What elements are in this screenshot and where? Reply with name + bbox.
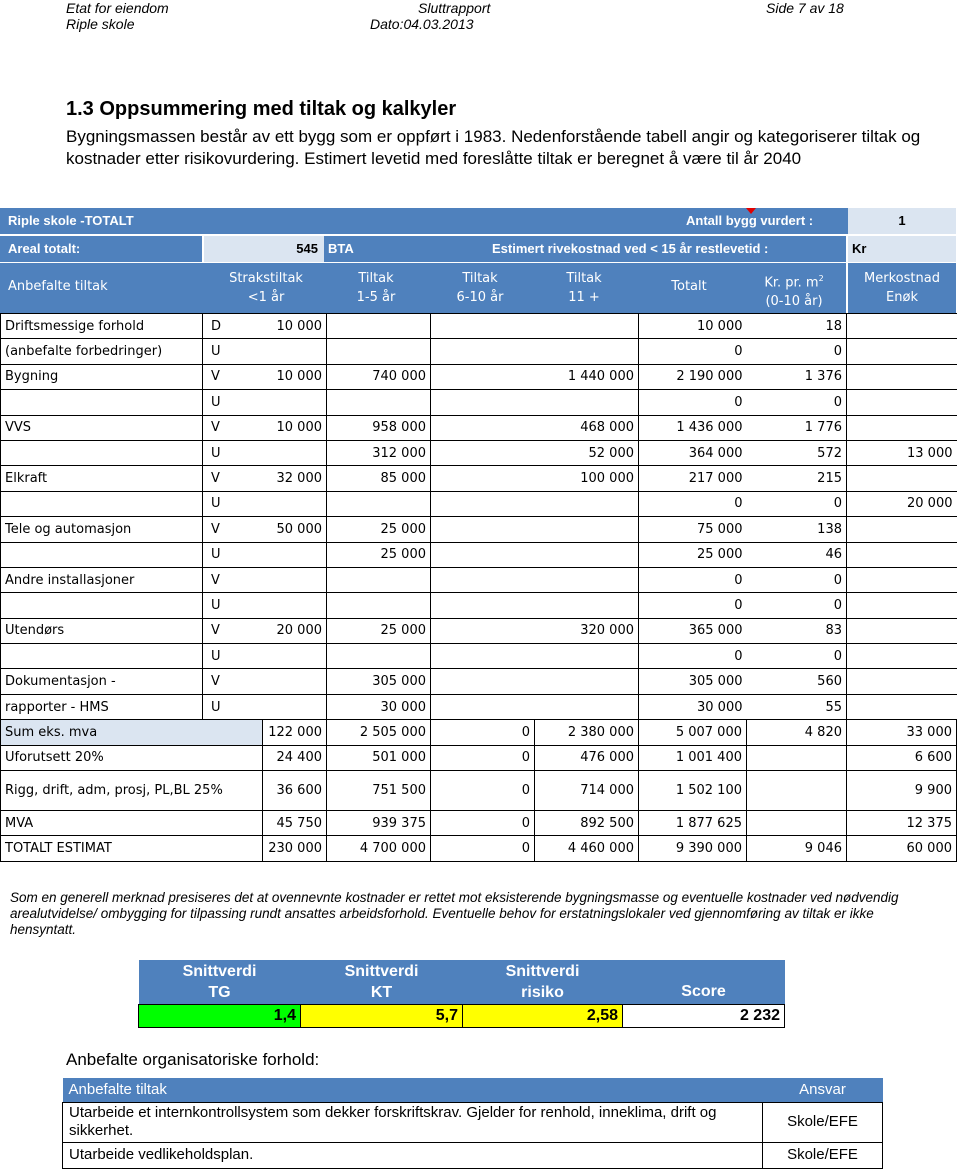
cell-t15: 305 000: [327, 669, 431, 694]
row-label: [1, 542, 203, 567]
table-row: [1, 694, 957, 719]
row-code: U: [203, 440, 263, 465]
score-header-score: Score: [623, 960, 785, 1004]
cell-m2: 83: [747, 618, 847, 643]
cell-m2: 18: [747, 314, 847, 339]
col-header-11: Tiltak 11 +: [566, 271, 602, 305]
row-label: Tele og automasjon: [1, 517, 203, 542]
header-org: Etat for eiendom: [66, 0, 169, 16]
total-t11: 714 000: [535, 771, 639, 811]
cell-m2: 560: [747, 669, 847, 694]
total-label: Sum eks. mva: [1, 720, 263, 745]
total-row: [1, 811, 957, 836]
total-s: 230 000: [263, 836, 327, 861]
table-row: [1, 644, 957, 669]
total-row: [1, 720, 957, 745]
summary-title-bar: [0, 208, 956, 234]
cell-enok: [847, 542, 957, 567]
cell-tot: 0: [639, 339, 747, 364]
total-m2: [747, 811, 847, 836]
col-header-6-10: Tiltak 6-10 år: [456, 271, 504, 305]
row-code: V: [203, 466, 263, 491]
row-code: V: [203, 415, 263, 440]
cell-t15: 25 000: [327, 517, 431, 542]
cell-s: 20 000: [263, 618, 327, 643]
row-label: Utendørs: [1, 618, 203, 643]
cell-m2: 215: [747, 466, 847, 491]
cell-t15: [327, 593, 431, 618]
table-row: [1, 440, 957, 465]
cell-m2: 0: [747, 593, 847, 618]
cell-t11: [535, 339, 639, 364]
row-code: U: [203, 339, 263, 364]
total-t610: 0: [431, 720, 535, 745]
row-label: Dokumentasjon -: [1, 669, 203, 694]
cell-enok: [847, 364, 957, 389]
cell-t610: [431, 491, 535, 516]
cell-enok: [847, 644, 957, 669]
row-code: U: [203, 694, 263, 719]
section-intro: Bygningsmassen består av ett bygg som er oppført i 1983. Nedenforstående tabell angir og kategoriserer tiltak og kostnader etter risikovurdering. Estimert levetid med foreslåtte tiltak er beregnet å være til år 2040: [66, 127, 921, 168]
total-tot: 1 001 400: [639, 745, 747, 770]
table-row: [1, 314, 957, 339]
total-s: 24 400: [263, 745, 327, 770]
table-row: [1, 593, 957, 618]
cell-t11: [535, 491, 639, 516]
cell-tot: 2 190 000: [639, 364, 747, 389]
score-header-risk: Snittverdi risiko: [463, 960, 623, 1004]
general-note: Som en generell merknad presiseres det at ovennevnte kostnader er rettet mot eksisterende bygningsmasse og eventuelle kostnader ved nødvendig arealutvidelse/ ombygging for tilpassing rundt ansattes arbeidsforhold. Eventuelle behov for erstatningslokaler ved gjennomføring av tiltak er ikke hensyntatt.: [10, 890, 899, 937]
table-row: [1, 339, 957, 364]
cell-t11: [535, 593, 639, 618]
cell-tot: 0: [639, 593, 747, 618]
cell-enok: 20 000: [847, 491, 957, 516]
row-label: Driftsmessige forhold: [1, 314, 203, 339]
table-row: [1, 669, 957, 694]
header-school: Riple skole: [66, 16, 135, 32]
cell-t15: [327, 491, 431, 516]
area-label: Areal totalt:: [0, 236, 202, 262]
cell-m2: 0: [747, 491, 847, 516]
cell-m2: 1 376: [747, 364, 847, 389]
cell-t15: [327, 339, 431, 364]
cell-m2: 55: [747, 694, 847, 719]
total-enok: 6 600: [847, 745, 957, 770]
cell-t15: 958 000: [327, 415, 431, 440]
row-code: D: [203, 314, 263, 339]
total-t610: 0: [431, 811, 535, 836]
cell-enok: [847, 390, 957, 415]
total-enok: 33 000: [847, 720, 957, 745]
cell-t15: 30 000: [327, 694, 431, 719]
cell-s: [263, 390, 327, 415]
row-label: Andre installasjoner: [1, 567, 203, 592]
cell-enok: [847, 567, 957, 592]
cell-tot: 0: [639, 390, 747, 415]
row-label: [1, 644, 203, 669]
score-total-value: 2 232: [623, 1004, 785, 1027]
row-code: U: [203, 644, 263, 669]
total-t11: 4 460 000: [535, 836, 639, 861]
cell-t11: [535, 390, 639, 415]
cell-t610: [431, 314, 535, 339]
total-row: [1, 745, 957, 770]
org-row-tiltak: Utarbeide et internkontrollsystem som dekker forskriftskrav. Gjelder for renhold, inneklima, drift og sikkerhet.: [63, 1102, 763, 1142]
cell-t11: [535, 542, 639, 567]
cell-enok: [847, 694, 957, 719]
cell-t15: [327, 390, 431, 415]
row-code: V: [203, 517, 263, 542]
cell-tot: 0: [639, 491, 747, 516]
cell-t610: [431, 644, 535, 669]
total-t11: 476 000: [535, 745, 639, 770]
header-date: Dato:04.03.2013: [370, 16, 474, 32]
cell-tot: 75 000: [639, 517, 747, 542]
cell-enok: [847, 618, 957, 643]
cell-m2: 0: [747, 644, 847, 669]
cell-t15: 740 000: [327, 364, 431, 389]
table-row: [1, 415, 957, 440]
total-t15: 751 500: [327, 771, 431, 811]
org-header-tiltak: Anbefalte tiltak: [63, 1078, 763, 1102]
cell-tot: 10 000: [639, 314, 747, 339]
table-row: [1, 618, 957, 643]
cell-tot: 25 000: [639, 542, 747, 567]
cell-s: 32 000: [263, 466, 327, 491]
org-row-tiltak: Utarbeide vedlikeholdsplan.: [63, 1142, 763, 1168]
cell-tot: 364 000: [639, 440, 747, 465]
total-t15: 4 700 000: [327, 836, 431, 861]
cell-t11: 1 440 000: [535, 364, 639, 389]
total-s: 45 750: [263, 811, 327, 836]
row-label: Elkraft: [1, 466, 203, 491]
buildings-count-value: 1: [848, 208, 956, 234]
total-tot: 1 502 100: [639, 771, 747, 811]
total-tot: 5 007 000: [639, 720, 747, 745]
cell-t15: 25 000: [327, 542, 431, 567]
cell-t610: [431, 415, 535, 440]
area-unit: BTA: [324, 236, 846, 262]
table-row: [1, 466, 957, 491]
total-row: [1, 836, 957, 861]
row-label: VVS: [1, 415, 203, 440]
cell-enok: [847, 517, 957, 542]
col-header-strakstiltak: Strakstiltak <1 år: [229, 271, 303, 305]
total-t610: 0: [431, 771, 535, 811]
total-m2: 9 046: [747, 836, 847, 861]
row-label: [1, 593, 203, 618]
cell-t610: [431, 618, 535, 643]
total-label: MVA: [1, 811, 263, 836]
row-label: rapporter - HMS: [1, 694, 203, 719]
cell-t610: [431, 694, 535, 719]
score-table: [138, 960, 785, 1028]
row-label: [1, 390, 203, 415]
total-m2: 4 820: [747, 720, 847, 745]
table-row: [1, 567, 957, 592]
total-enok: 9 900: [847, 771, 957, 811]
score-header-tg: Snittverdi TG: [139, 960, 301, 1004]
col-header-merkostnad: Merkostnad Enøk: [848, 263, 956, 313]
cell-t11: [535, 517, 639, 542]
cell-t610: [431, 567, 535, 592]
total-t610: 0: [431, 745, 535, 770]
cell-s: [263, 644, 327, 669]
cell-enok: [847, 669, 957, 694]
table-row: [1, 364, 957, 389]
cell-s: [263, 339, 327, 364]
cell-t610: [431, 593, 535, 618]
cell-t11: [535, 644, 639, 669]
org-row-ansvar: Skole/EFE: [763, 1102, 883, 1142]
cell-t15: 25 000: [327, 618, 431, 643]
header-doc-type: Sluttrapport: [418, 0, 491, 16]
cell-t15: [327, 644, 431, 669]
score-risk-value: 2,58: [463, 1004, 623, 1027]
cell-enok: [847, 339, 957, 364]
cell-m2: 0: [747, 390, 847, 415]
cell-t610: [431, 669, 535, 694]
row-label: (anbefalte forbedringer): [1, 339, 203, 364]
cell-t610: [431, 517, 535, 542]
row-code: U: [203, 390, 263, 415]
section-title: 1.3 Oppsummering med tiltak og kalkyler: [66, 98, 457, 120]
total-m2: [747, 771, 847, 811]
cell-enok: [847, 314, 957, 339]
col-header-1-5: Tiltak 1-5 år: [356, 271, 396, 305]
cell-tot: 217 000: [639, 466, 747, 491]
cell-s: [263, 542, 327, 567]
cell-enok: 13 000: [847, 440, 957, 465]
score-tg-value: 1,4: [139, 1004, 301, 1027]
cell-t15: 312 000: [327, 440, 431, 465]
cell-t610: [431, 339, 535, 364]
cell-s: [263, 694, 327, 719]
cost-table: [0, 313, 957, 862]
row-label: [1, 491, 203, 516]
cell-t11: 320 000: [535, 618, 639, 643]
cell-t11: 52 000: [535, 440, 639, 465]
cell-enok: [847, 415, 957, 440]
cell-tot: 0: [639, 567, 747, 592]
table-row: [1, 390, 957, 415]
cell-s: [263, 669, 327, 694]
cell-t11: [535, 567, 639, 592]
cell-enok: [847, 466, 957, 491]
total-enok: 60 000: [847, 836, 957, 861]
cell-t15: [327, 314, 431, 339]
cell-t610: [431, 542, 535, 567]
cell-m2: 1 776: [747, 415, 847, 440]
cell-m2: 572: [747, 440, 847, 465]
area-value: 545: [204, 236, 324, 262]
total-label: TOTALT ESTIMAT: [1, 836, 263, 861]
col-header-kr-per-m2: Kr. pr. $m^2$ (0-10 år): [764, 274, 824, 310]
row-code: U: [203, 593, 263, 618]
cell-t11: 468 000: [535, 415, 639, 440]
row-code: V: [203, 669, 263, 694]
total-enok: 12 375: [847, 811, 957, 836]
header-page-number: Side 7 av 18: [766, 0, 844, 16]
total-m2: [747, 745, 847, 770]
table-row: [1, 517, 957, 542]
org-header-ansvar: Ansvar: [763, 1078, 883, 1102]
cell-t11: 100 000: [535, 466, 639, 491]
org-table: [62, 1078, 883, 1169]
demolition-unit: Kr: [848, 236, 956, 262]
total-label: Uforutsett 20%: [1, 745, 263, 770]
page-header: [0, 0, 960, 32]
row-label: [1, 440, 203, 465]
cell-t610: [431, 466, 535, 491]
cell-tot: 305 000: [639, 669, 747, 694]
total-s: 36 600: [263, 771, 327, 811]
total-row: [1, 771, 957, 811]
cell-s: 10 000: [263, 314, 327, 339]
cell-tot: 30 000: [639, 694, 747, 719]
cell-s: 10 000: [263, 415, 327, 440]
demolition-label: Estimert rivekostnad ved < 15 år restlevetid :: [492, 241, 769, 256]
cell-s: [263, 567, 327, 592]
buildings-count-label: Antall bygg vurdert :: [686, 213, 814, 228]
cell-t610: [431, 364, 535, 389]
total-t15: 2 505 000: [327, 720, 431, 745]
row-code: U: [203, 491, 263, 516]
comment-marker: [746, 208, 756, 214]
table-row: [1, 491, 957, 516]
cell-m2: 46: [747, 542, 847, 567]
cell-s: 10 000: [263, 364, 327, 389]
cell-s: [263, 593, 327, 618]
cell-tot: 0: [639, 644, 747, 669]
org-section-title: Anbefalte organisatoriske forhold:: [66, 1050, 320, 1069]
total-t15: 501 000: [327, 745, 431, 770]
cell-t11: [535, 314, 639, 339]
row-code: V: [203, 364, 263, 389]
col-header-anbefalte: Anbefalte tiltak: [8, 279, 108, 294]
org-row-ansvar: Skole/EFE: [763, 1142, 883, 1168]
score-kt-value: 5,7: [301, 1004, 463, 1027]
cell-s: 50 000: [263, 517, 327, 542]
cell-m2: 138: [747, 517, 847, 542]
total-t15: 939 375: [327, 811, 431, 836]
total-tot: 9 390 000: [639, 836, 747, 861]
row-code: V: [203, 618, 263, 643]
total-t11: 892 500: [535, 811, 639, 836]
summary-title: Riple skole -TOTALT: [8, 213, 134, 228]
row-code: V: [203, 567, 263, 592]
score-header-kt: Snittverdi KT: [301, 960, 463, 1004]
total-t11: 2 380 000: [535, 720, 639, 745]
table-row: [1, 542, 957, 567]
total-t610: 0: [431, 836, 535, 861]
cell-s: [263, 440, 327, 465]
total-label: Rigg, drift, adm, prosj, PL,BL 25%: [1, 771, 263, 811]
cell-t610: [431, 440, 535, 465]
cell-enok: [847, 593, 957, 618]
cell-tot: 1 436 000: [639, 415, 747, 440]
cell-t15: [327, 567, 431, 592]
cell-m2: 0: [747, 567, 847, 592]
cell-t11: [535, 694, 639, 719]
cell-t610: [431, 390, 535, 415]
col-header-totalt: Totalt: [671, 279, 707, 294]
cell-m2: 0: [747, 339, 847, 364]
row-code: U: [203, 542, 263, 567]
cell-t15: 85 000: [327, 466, 431, 491]
row-label: Bygning: [1, 364, 203, 389]
cell-s: [263, 491, 327, 516]
table-header: [0, 263, 846, 313]
total-tot: 1 877 625: [639, 811, 747, 836]
total-s: 122 000: [263, 720, 327, 745]
cell-t11: [535, 669, 639, 694]
cell-tot: 365 000: [639, 618, 747, 643]
area-bar: [0, 236, 956, 262]
